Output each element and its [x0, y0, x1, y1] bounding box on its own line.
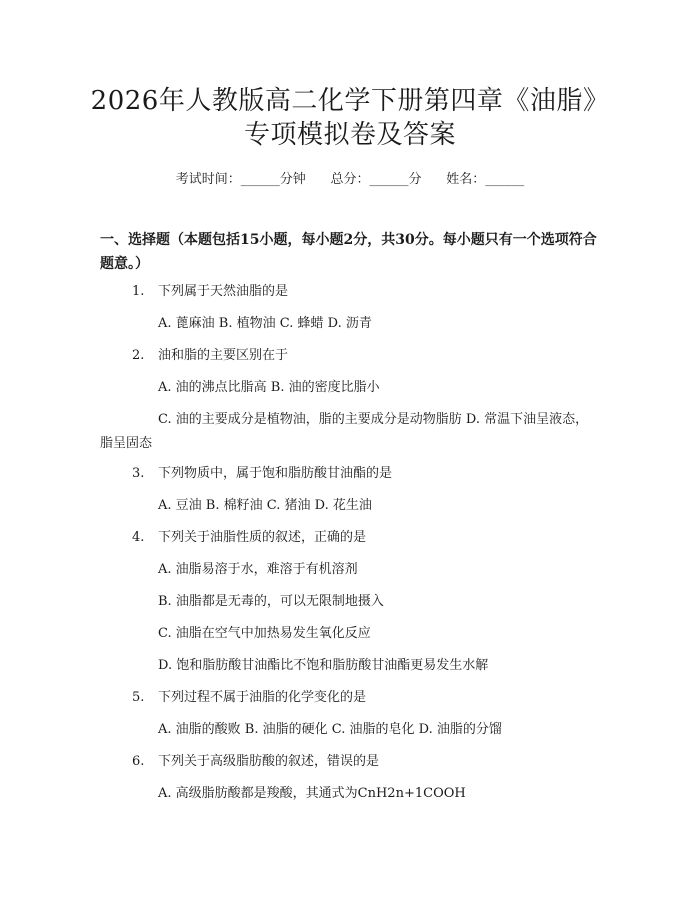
question-1-options: A. 蓖麻油 B. 植物油 C. 蜂蜡 D. 沥青: [158, 316, 372, 331]
question-stem: 下列关于高级脂肪酸的叙述，错误的是: [158, 754, 380, 769]
question-number: 6.: [132, 754, 145, 769]
exam-meta-text: 考试时间：______分钟 总分：______分 姓名：______: [175, 172, 525, 187]
question-2-options-ab: A. 油的沸点比脂高 B. 油的密度比脂小: [158, 380, 380, 395]
page-title-line2: 专项模拟卷及答案: [243, 120, 456, 150]
question-stem: 下列物质中，属于饱和脂肪酸甘油酯的是: [158, 466, 393, 481]
question-5-options: A. 油脂的酸败 B. 油脂的硬化 C. 油脂的皂化 D. 油脂的分馏: [158, 722, 502, 737]
question-2: [132, 346, 288, 366]
question-stem: 下列属于天然油脂的是: [158, 284, 289, 299]
section-heading-choice: 一、选择题（本题包括15小题，每小题2分，共30分。每小题只有一个选项符合题意。）: [100, 232, 597, 272]
exam-meta-info: [0, 168, 700, 187]
question-4-option-c: C. 油脂在空气中加热易发生氧化反应: [158, 626, 371, 641]
question-6: [132, 752, 379, 772]
question-4-option-b: B. 油脂都是无毒的，可以无限制地摄入: [158, 594, 384, 609]
question-2-options-cd: C. 油的主要成分是植物油，脂的主要成分是动物脂肪 D. 常温下油呈液态，脂呈固态: [100, 412, 589, 451]
question-3-options: A. 豆油 B. 棉籽油 C. 猪油 D. 花生油: [158, 498, 372, 513]
question-number: 2.: [132, 348, 145, 363]
question-stem: 下列过程不属于油脂的化学变化的是: [158, 690, 367, 705]
page-title-line1: 2026年人教版高二化学下册第四章《油脂》: [90, 86, 610, 116]
question-5: [132, 688, 366, 708]
question-4: [132, 528, 366, 548]
question-number: 4.: [132, 530, 145, 545]
question-number: 1.: [132, 284, 145, 299]
question-1: [132, 282, 288, 302]
question-stem: 下列关于油脂性质的叙述，正确的是: [158, 530, 367, 545]
question-3: [132, 464, 392, 484]
question-6-option-a: A. 高级脂肪酸都是羧酸，其通式为CnH2n+1COOH: [158, 786, 466, 801]
question-number: 3.: [132, 466, 145, 481]
question-number: 5.: [132, 690, 145, 705]
question-stem: 油和脂的主要区别在于: [158, 348, 289, 363]
question-4-option-d: D. 饱和脂肪酸甘油酯比不饱和脂肪酸甘油酯更易发生水解: [158, 658, 489, 673]
question-4-option-a: A. 油脂易溶于水，难溶于有机溶剂: [158, 562, 358, 577]
